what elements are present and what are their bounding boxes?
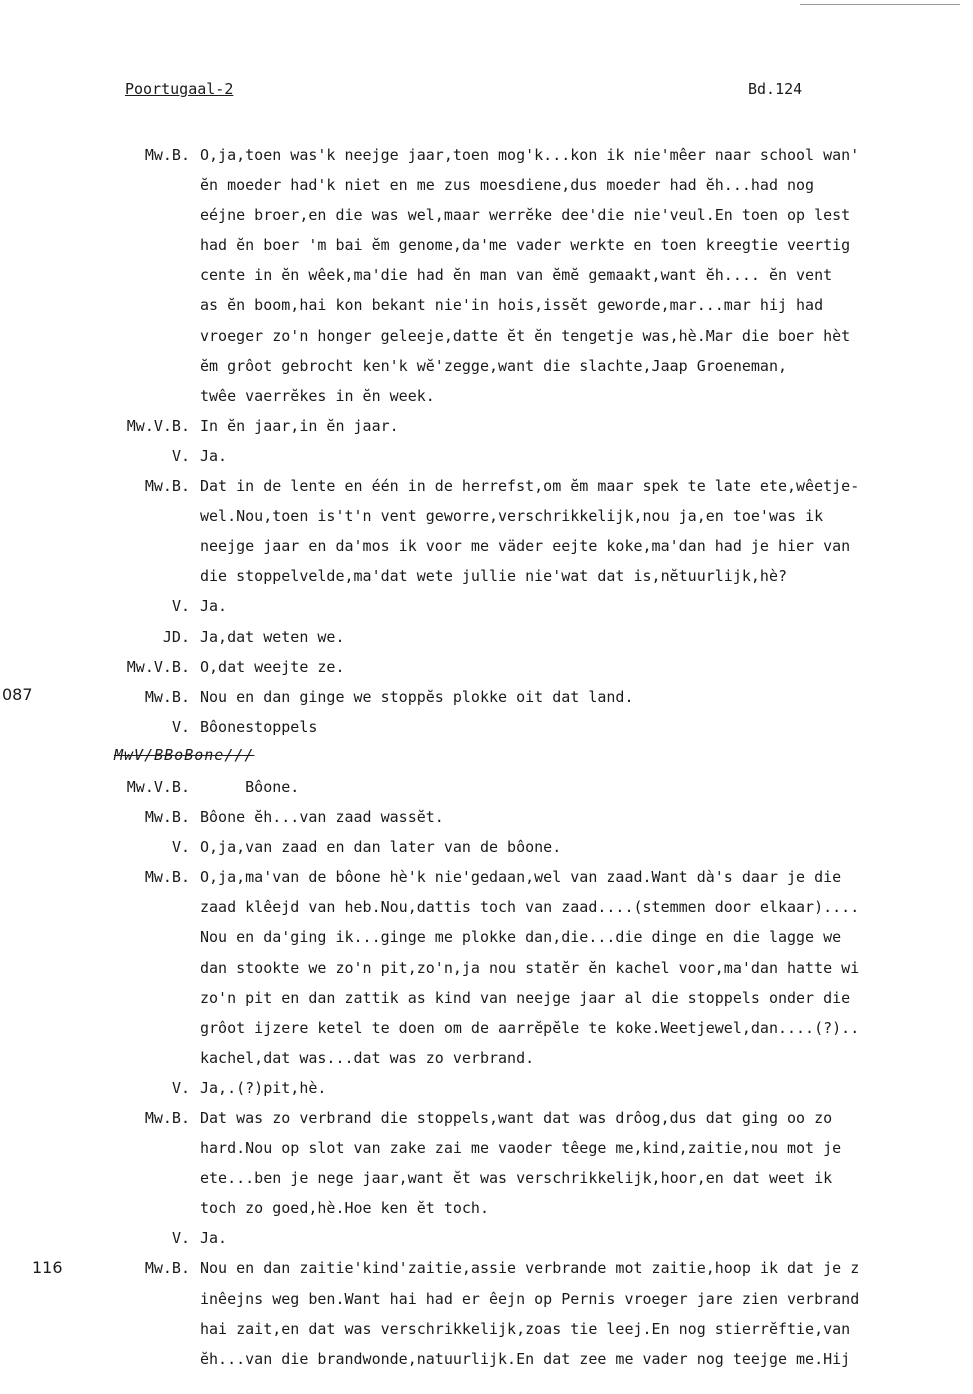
- transcript-line: [0, 1073, 973, 1103]
- transcript-line: [0, 1223, 973, 1253]
- speaker-label: Mw.V.B.: [126, 416, 190, 435]
- transcript-line: [0, 411, 973, 441]
- transcript-line: [0, 862, 973, 892]
- transcript-line: [0, 471, 973, 501]
- speaker-label: V.: [171, 446, 190, 465]
- transcript-line: [0, 381, 973, 411]
- line-text: ete...ben je nege jaar,want ĕt was verschrikkelijk,hoor,en dat weet ik: [200, 1169, 833, 1188]
- speaker-label: Mw.B.: [144, 808, 190, 827]
- transcript-line: [0, 922, 973, 952]
- speaker-label: Mw.B.: [144, 1259, 190, 1278]
- line-text: cente in ĕn wêek,ma'die had ĕn man van ĕmĕ gemaakt,want ĕh.... ĕn vent: [200, 266, 833, 285]
- margin-number-087: 087: [2, 685, 33, 704]
- transcript-line: [0, 140, 973, 170]
- line-text: dan stookte we zo'n pit,zo'n,ja nou statĕr ĕn kachel voor,ma'dan hatte wi: [200, 958, 860, 977]
- transcript-line: [0, 742, 973, 772]
- line-text: grôot ijzere ketel te doen om de aarrĕpĕle te koke.Weetjewel,dan....(?)..: [200, 1018, 860, 1037]
- transcript-line: [0, 1043, 973, 1073]
- line-text: zaad klêejd van heb.Nou,dattis toch van zaad....(stemmen door elkaar)....: [200, 898, 860, 917]
- line-text: ĕn moeder had'k niet en me zus moesdiene,dus moeder had ĕh...had nog: [200, 176, 815, 195]
- struck-out-text: MwV/BBoBone///: [114, 746, 255, 764]
- line-text: Nou en dan zaitie'kind'zaitie,assie verbrande mot zaitie,hoop ik dat je z: [200, 1259, 860, 1278]
- speaker-label: Mw.B.: [144, 868, 190, 887]
- speaker-label: V.: [171, 1078, 190, 1097]
- line-text: Bôonestoppels: [200, 717, 318, 736]
- document-title: Poortugaal-2: [125, 80, 234, 98]
- speaker-label: V.: [171, 717, 190, 736]
- line-text: Bôone ĕh...van zaad wassĕt.: [200, 808, 444, 827]
- line-text: had ĕn boer 'm bai ĕm genome,da'me vader werkte en toen kreegtie veertig: [200, 236, 851, 255]
- transcript-line: [0, 1103, 973, 1133]
- line-text: hai zait,en dat was verschrikkelijk,zoas tie leej.En nog stierrĕftie,van: [200, 1319, 851, 1338]
- transcript-line: [0, 260, 973, 290]
- line-text: Ja.: [200, 446, 228, 465]
- speaker-label: Mw.V.B.: [126, 657, 190, 676]
- transcript-line: [0, 230, 973, 260]
- transcript-line: [0, 441, 973, 471]
- line-text: O,ja,ma'van de bôone hè'k nie'gedaan,wel van zaad.Want dà's daar je die: [200, 868, 842, 887]
- line-text: inêejns weg ben.Want hai had er êejn op Pernis vroeger jare zien verbrand: [200, 1289, 860, 1308]
- page-reference: Bd.124: [748, 80, 803, 98]
- transcript-line: [0, 712, 973, 742]
- line-text: toch zo goed,hè.Hoe ken ĕt toch.: [200, 1199, 489, 1218]
- transcript-line: [0, 983, 973, 1013]
- line-text: hard.Nou op slot van zake zai me vaoder têege me,kind,zaitie,nou mot je: [200, 1139, 842, 1158]
- transcript-line: [0, 591, 973, 621]
- line-text: Ja,.(?)pit,hè.: [200, 1078, 327, 1097]
- line-text: Ja.: [200, 1229, 228, 1248]
- speaker-label: JD.: [162, 627, 190, 646]
- transcript-line: [0, 290, 973, 320]
- line-text: ĕm grôot gebrocht ken'k wĕ'zegge,want die slachte,Jaap Groeneman,: [200, 356, 787, 375]
- transcript-line: [0, 953, 973, 983]
- line-text: ĕh...van die brandwonde,natuurlijk.En dat zee me vader nog teejge me.Hij: [200, 1349, 851, 1368]
- speaker-label: Mw.B.: [144, 146, 190, 164]
- transcript-line: [0, 652, 973, 682]
- line-text: Nou en da'ging ik...ginge me plokke dan,die...die dinge en die lagge we: [200, 928, 842, 947]
- line-text: Ja,dat weten we.: [200, 627, 345, 646]
- transcript-line: [0, 772, 973, 802]
- line-text: In ĕn jaar,in ĕn jaar.: [200, 416, 399, 435]
- transcript-line: [0, 1013, 973, 1043]
- speaker-label: Mw.B.: [144, 1109, 190, 1127]
- transcript-line: [0, 622, 973, 652]
- line-text: twêe vaerrĕkes in ĕn week.: [200, 386, 435, 405]
- transcript-line: [0, 351, 973, 381]
- line-text: die stoppelvelde,ma'dat wete jullie nie'wat dat is,nĕtuurlijk,hè?: [200, 567, 787, 586]
- line-text: Nou en dan ginge we stoppĕs plokke oit dat land.: [200, 687, 634, 706]
- transcript-line: [0, 321, 973, 351]
- speaker-label: Mw.V.B.: [126, 777, 190, 796]
- transcript-line: [0, 1163, 973, 1193]
- line-text: O,dat weejte ze.: [200, 657, 345, 676]
- line-text: Bôone.: [200, 777, 300, 796]
- line-text: O,ja,van zaad en dan later van de bôone.: [200, 838, 562, 857]
- line-text: Dat was zo verbrand die stoppels,want dat was drôog,dus dat ging oo zo: [200, 1109, 833, 1127]
- transcript-line: [0, 1314, 973, 1344]
- transcript-line: [0, 892, 973, 922]
- top-rule: [800, 4, 960, 5]
- transcript-line: [0, 802, 973, 832]
- transcript-line: [0, 1253, 973, 1283]
- line-text: O,ja,toen was'k neejge jaar,toen mog'k...kon ik nie'mêer naar school wan': [200, 146, 860, 164]
- transcript-line: [0, 1193, 973, 1223]
- line-text: kachel,dat was...dat was zo verbrand.: [200, 1048, 535, 1067]
- speaker-label: Mw.B.: [144, 687, 190, 706]
- transcript-line: [0, 832, 973, 862]
- line-text: wel.Nou,toen is't'n vent geworre,verschrikkelijk,nou ja,en toe'was ik: [200, 507, 824, 526]
- line-text: as ĕn boom,hai kon bekant nie'in hois,issĕt geworde,mar...mar hij had: [200, 296, 824, 315]
- speaker-label: V.: [171, 597, 190, 616]
- speaker-label: Mw.B.: [144, 477, 190, 496]
- line-text: neejge jaar en da'mos ik voor me väder eejte koke,ma'dan had je hier van: [200, 537, 851, 556]
- transcript-body: [0, 140, 973, 1374]
- line-text: vroeger zo'n honger geleeje,datte ĕt ĕn tengetje was,hè.Mar die boer hèt: [200, 326, 851, 345]
- line-text: eéjne broer,en die was wel,maar werrĕke dee'die nie'veul.En toen op lest: [200, 206, 851, 225]
- line-text: Ja.: [200, 597, 228, 616]
- transcript-line: [0, 200, 973, 230]
- transcript-line: [0, 1133, 973, 1163]
- transcript-line: [0, 531, 973, 561]
- transcript-line: [0, 1284, 973, 1314]
- margin-number-116: 116: [32, 1258, 63, 1277]
- speaker-label: V.: [171, 838, 190, 857]
- transcript-line: [0, 682, 973, 712]
- line-text: zo'n pit en dan zattik as kind van neejge jaar al die stoppels onder die: [200, 988, 851, 1007]
- transcript-line: [0, 561, 973, 591]
- transcript-line: [0, 170, 973, 200]
- line-text: Dat in de lente en één in de herrefst,om ĕm maar spek te late ete,wêetje-: [200, 477, 860, 496]
- transcript-line: [0, 1344, 973, 1374]
- transcript-line: [0, 501, 973, 531]
- speaker-label: V.: [171, 1229, 190, 1248]
